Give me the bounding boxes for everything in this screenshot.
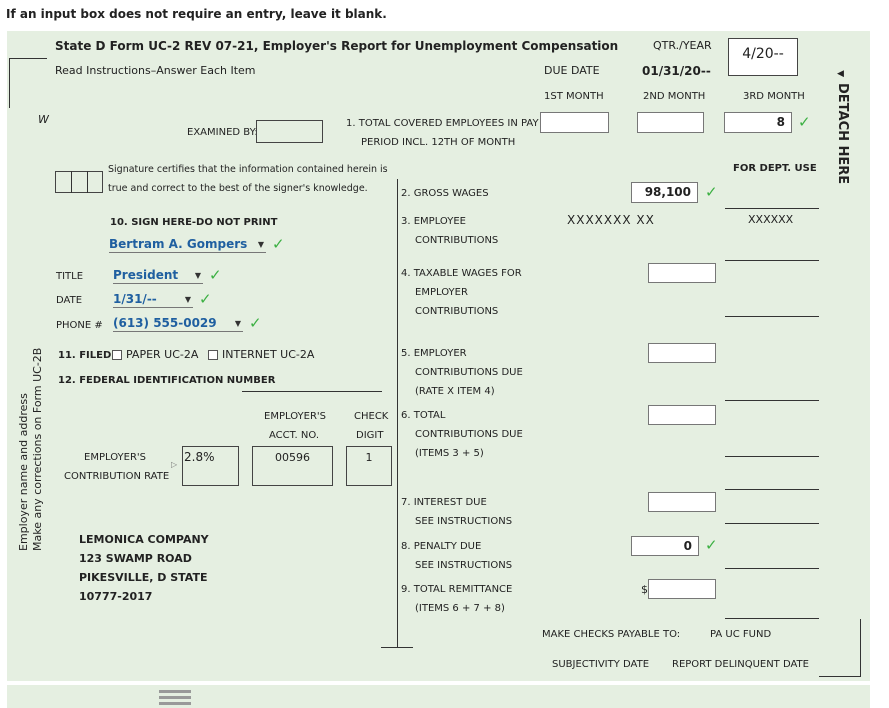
for-dept-use-label: FOR DEPT. USE [733, 163, 817, 174]
interest-due-input[interactable] [648, 492, 716, 512]
check-digit-label-line2: DIGIT [356, 430, 384, 441]
date-caret-icon: ▼ [184, 295, 191, 304]
dept-use-line-6 [725, 456, 819, 457]
item6-label-line1: 6. TOTAL [401, 410, 446, 421]
item7-label-line2: SEE INSTRUCTIONS [415, 516, 513, 527]
form-title: State D Form UC-2 REV 07-21, Employer's Report for Unemployment Compensation [55, 39, 619, 53]
sign-here-label: 10. SIGN HERE-DO NOT PRINT [110, 217, 278, 228]
bottom-bracket-v [860, 619, 861, 676]
dept-use-line-2 [725, 208, 819, 209]
detach-here-label: DETACH HERE [835, 83, 850, 185]
item5-label-line3: (RATE X ITEM 4) [415, 386, 495, 397]
paper-checkbox[interactable] [112, 350, 122, 360]
company-line-1: LEMONICA COMPANY [79, 533, 209, 546]
examined-by-label: EXAMINED BY: [187, 127, 258, 138]
signature-cert-line2: true and correct to the best of the signer's knowledge. [108, 183, 368, 194]
due-date-label: DUE DATE [544, 64, 600, 77]
dept-use-mask: XXXXXX [748, 213, 794, 226]
read-instructions: Read Instructions–Answer Each Item [55, 64, 256, 77]
item6-label-line2: CONTRIBUTIONS DUE [415, 429, 523, 440]
rate-arrow-icon: ▷ [171, 460, 178, 469]
item1-label-line1: 1. TOTAL COVERED EMPLOYEES IN PAY [346, 118, 539, 129]
ghost-stack-icon-3 [159, 702, 191, 705]
item8-label-line2: SEE INSTRUCTIONS [415, 560, 513, 571]
month1-label: 1ST MONTH [544, 91, 604, 102]
detach-arrow-icon: ◀ [837, 69, 844, 79]
title-label: TITLE [56, 271, 84, 282]
item1-label-line2: PERIOD INCL. 12TH OF MONTH [361, 137, 516, 148]
rate-box [182, 446, 239, 486]
qtr-year-value: 4/20-- [742, 46, 784, 62]
company-line-3: PIKESVILLE, D STATE [79, 571, 208, 584]
dept-use-line-7 [725, 523, 819, 524]
signature-boxes [55, 171, 103, 193]
examined-by-box [256, 120, 323, 143]
item5-label-line2: CONTRIBUTIONS DUE [415, 367, 523, 378]
dept-use-line-5 [725, 400, 819, 401]
center-divider [397, 179, 398, 647]
side-label-line2: Make any corrections on Form UC-2B [31, 347, 44, 551]
item9-label-line1: 9. TOTAL REMITTANCE [401, 584, 513, 595]
report-delinquent-label: REPORT DELINQUENT DATE [672, 659, 809, 670]
month3-label: 3RD MONTH [743, 91, 805, 102]
item4-label-line1: 4. TAXABLE WAGES FOR [401, 268, 522, 279]
due-date-value: 01/31/20-- [642, 64, 711, 78]
payable-to-label: MAKE CHECKS PAYABLE TO: [542, 629, 681, 640]
penalty-check-icon: ✓ [705, 536, 718, 554]
title-select[interactable]: President ▼ [113, 268, 201, 282]
acct-label-line2: ACCT. NO. [269, 430, 320, 441]
filed-label: 11. FILED [58, 350, 112, 361]
month3-employees-input[interactable]: 8 [724, 112, 792, 133]
phone-check-icon: ✓ [249, 314, 262, 332]
month1-employees-input[interactable] [540, 112, 609, 133]
item9-label-line2: (ITEMS 6 + 7 + 8) [415, 603, 505, 614]
phone-caret-icon: ▼ [234, 319, 241, 328]
rate-label-line2: CONTRIBUTION RATE [64, 471, 170, 482]
total-remittance-input[interactable] [648, 579, 716, 599]
corner-bracket-v [9, 58, 10, 108]
check-digit-box [346, 446, 392, 486]
check-digit-label-line1: CHECK [354, 411, 389, 422]
filed-paper-option[interactable]: PAPER UC-2A [112, 348, 198, 361]
total-contrib-input[interactable] [648, 405, 716, 425]
signature-box-divider-1 [71, 171, 72, 193]
signature-cert-line1: Signature certifies that the information contained herein is [108, 164, 388, 175]
item4-label-line3: CONTRIBUTIONS [415, 306, 499, 317]
item4-label-line2: EMPLOYER [415, 287, 468, 298]
item6-label-line3: (ITEMS 3 + 5) [415, 448, 484, 459]
company-line-4: 10777-2017 [79, 590, 153, 603]
rate-value: 2.8% [184, 450, 215, 464]
center-divider-foot [381, 647, 413, 648]
fed-id-label: 12. FEDERAL IDENTIFICATION NUMBER [58, 375, 276, 386]
corner-bracket-h [9, 58, 47, 59]
check-digit-value: 1 [365, 451, 373, 464]
bottom-bracket-h [819, 676, 861, 677]
dept-use-line-8 [725, 568, 819, 569]
item3-label-line1: 3. EMPLOYEE [401, 216, 466, 227]
penalty-due-input[interactable]: 0 [631, 536, 699, 556]
item5-label-line1: 5. EMPLOYER [401, 348, 467, 359]
dept-use-line-9 [725, 618, 819, 619]
title-check-icon: ✓ [209, 266, 222, 284]
side-label-line1: Employer name and address [17, 393, 30, 551]
gross-wages-check-icon: ✓ [705, 183, 718, 201]
item7-label-line1: 7. INTEREST DUE [401, 497, 487, 508]
item3-label-line2: CONTRIBUTIONS [415, 235, 499, 246]
internet-checkbox[interactable] [208, 350, 218, 360]
rate-label-line1: EMPLOYER'S [84, 452, 146, 463]
signer-select[interactable]: Bertram A. Gompers ▼ [109, 237, 264, 251]
acct-value: 00596 [275, 451, 310, 464]
subjectivity-date-label: SUBJECTIVITY DATE [552, 659, 650, 670]
filed-internet-option[interactable]: INTERNET UC-2A [208, 348, 314, 361]
dept-use-line-3 [725, 260, 819, 261]
employer-contrib-input[interactable] [648, 343, 716, 363]
ghost-stack-icon-2 [159, 696, 191, 699]
item2-label: 2. GROSS WAGES [401, 188, 489, 199]
signature-box-divider-2 [87, 171, 88, 193]
company-line-2: 123 SWAMP ROAD [79, 552, 192, 565]
date-label: DATE [56, 295, 83, 306]
date-select[interactable]: 1/31/-- ▼ [113, 292, 191, 306]
w-mark: W [38, 113, 49, 126]
instruction-text: If an input box does not require an entry, leave it blank. [6, 7, 387, 21]
ghost-stack-icon [159, 690, 191, 693]
title-caret-icon: ▼ [194, 271, 201, 280]
month2-label: 2ND MONTH [643, 91, 706, 102]
gross-wages-input[interactable]: 98,100 [631, 182, 698, 203]
taxable-wages-input[interactable] [648, 263, 716, 283]
item8-label-line1: 8. PENALTY DUE [401, 541, 482, 552]
payee-label: PA UC FUND [710, 629, 772, 640]
month2-employees-input[interactable] [637, 112, 704, 133]
uc2-form [7, 31, 870, 681]
qtr-year-label: QTR./YEAR [653, 39, 712, 52]
acct-box [252, 446, 333, 486]
month3-check-icon: ✓ [798, 113, 811, 131]
date-check-icon: ✓ [199, 290, 212, 308]
form-bottom-strip [7, 685, 870, 708]
employee-contrib-mask: XXXXXXX XX [567, 213, 655, 227]
qtr-year-box [728, 38, 798, 76]
dept-use-line-4 [725, 316, 819, 317]
dept-use-line-7a [725, 489, 819, 490]
dollar-sign: $ [641, 583, 648, 596]
fed-id-line [242, 391, 382, 392]
signer-check-icon: ✓ [272, 235, 285, 253]
acct-label-line1: EMPLOYER'S [264, 411, 326, 422]
signer-caret-icon: ▼ [257, 240, 264, 249]
phone-select[interactable]: (613) 555-0029 ▼ [113, 316, 241, 330]
phone-label: PHONE # [56, 320, 103, 331]
